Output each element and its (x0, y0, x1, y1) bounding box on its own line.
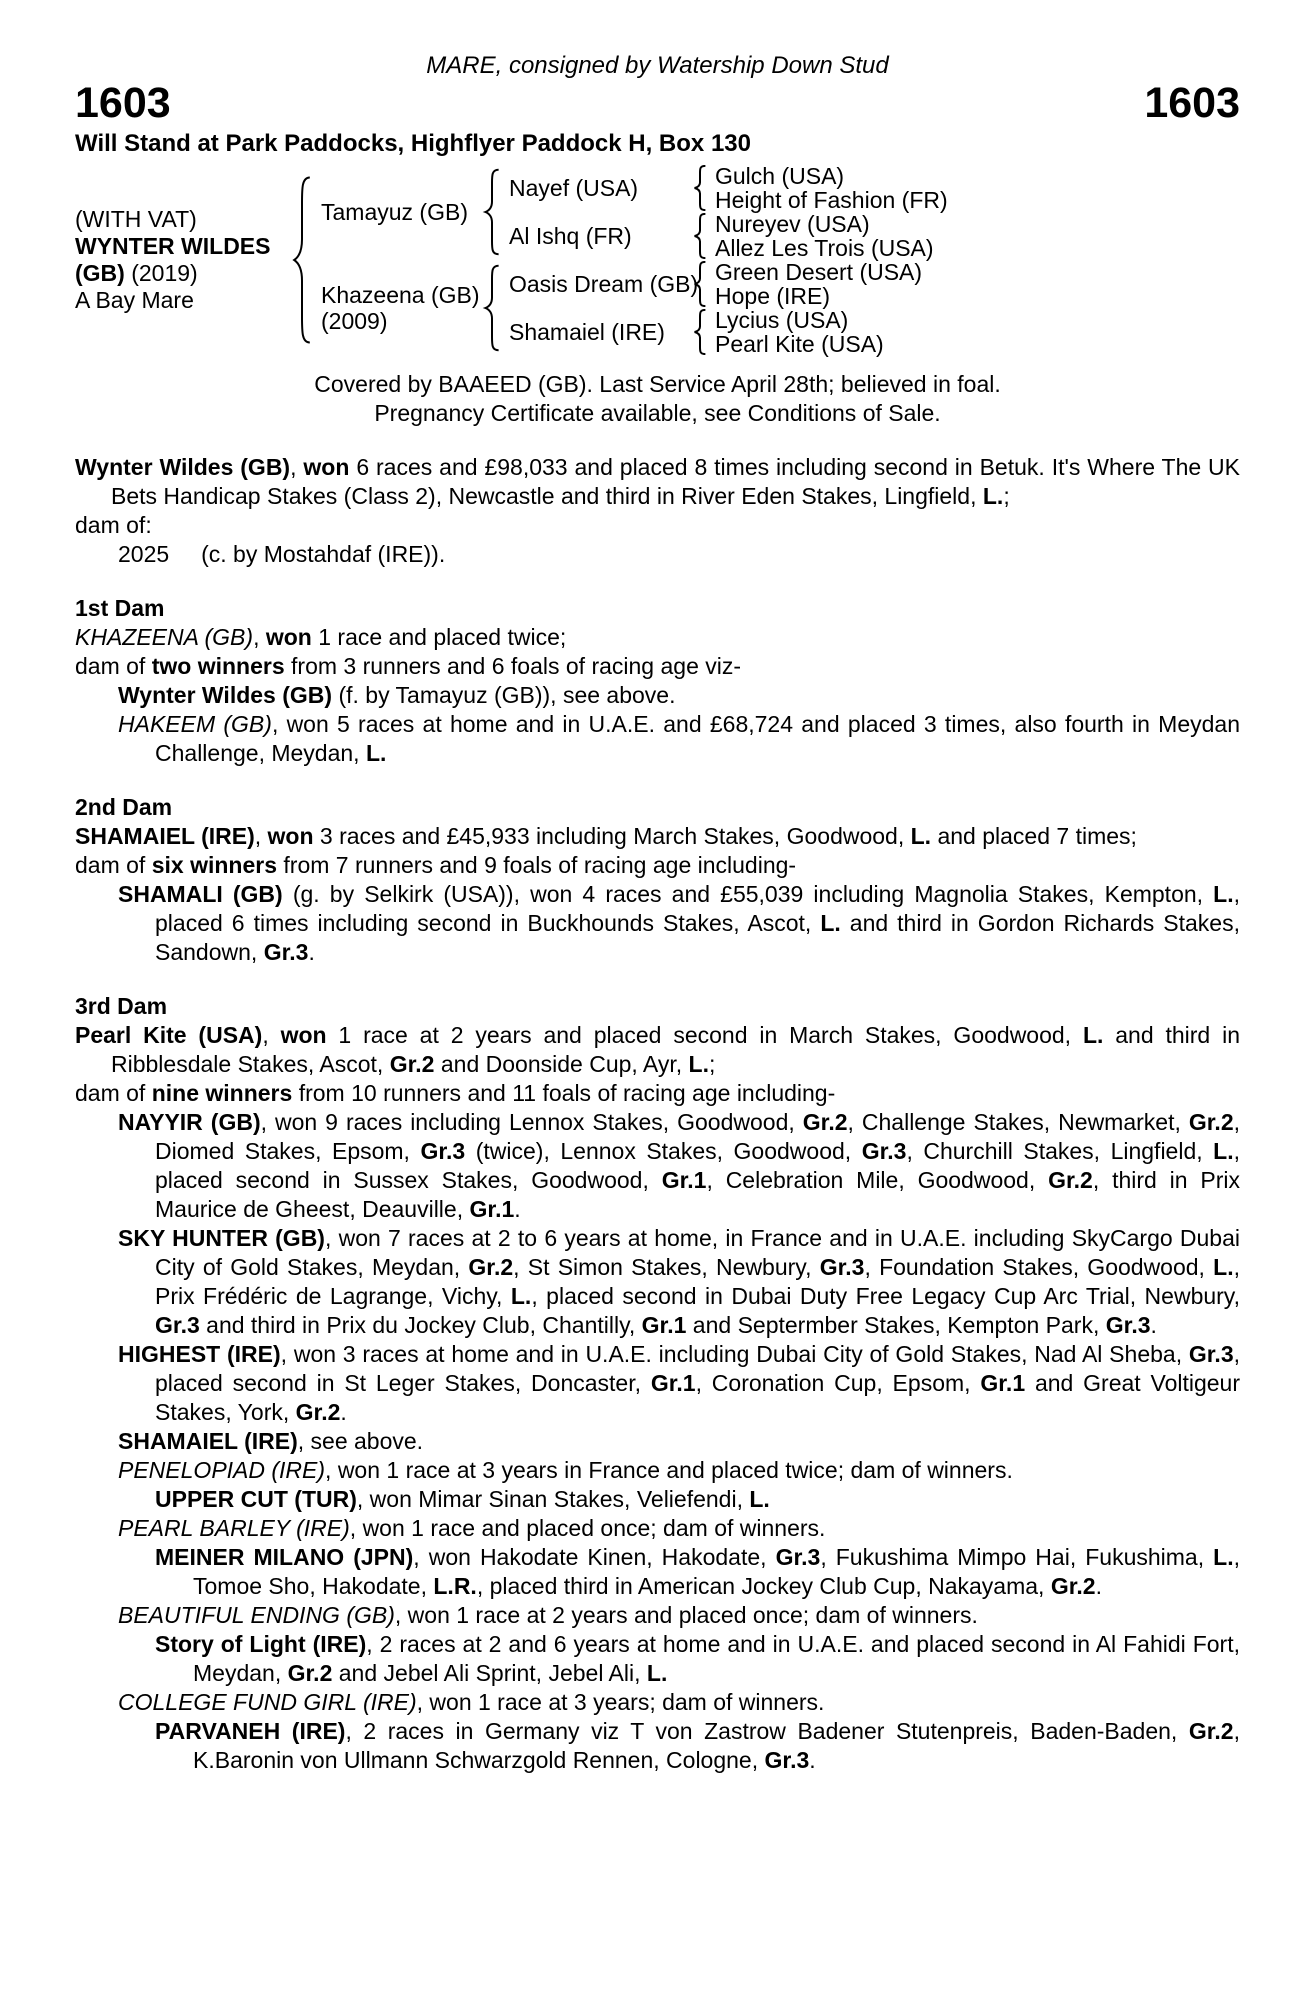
catalogue-paragraph: PARVANEH (IRE), 2 races in Germany viz T von Zastrow Badener Stutenpreis, Baden-Baden, Gr.2, K.Baronin von Ullmann Schwarzgold Rennen, Cologne, Gr.3. (155, 1718, 1240, 1773)
granddam-name: Al Ishq (FR) (509, 222, 632, 249)
pregnancy-certificate-line: Pregnancy Certificate available, see Conditions of Sale. (374, 400, 941, 426)
grandsire-name: Oasis Dream (GB) (509, 270, 699, 297)
covered-line: Covered by BAAEED (GB). Last Service April 28th; believed in foal. (314, 371, 1001, 397)
granddam-name: Shamaiel (IRE) (509, 318, 665, 345)
catalogue-paragraph: UPPER CUT (TUR), won Mimar Sinan Stakes, Veliefendi, L. (155, 1486, 770, 1512)
catalogue-section (75, 992, 1240, 1775)
catalogue-paragraph: Wynter Wildes (GB), won 6 races and £98,033 and placed 8 times including second in Betuk. It's Where The UK Bets Handicap Stakes (Class 2), Newcastle and third in River Eden Stakes, Lingfield, L.; (75, 454, 1241, 509)
pedigree-brace-icon (289, 174, 315, 346)
catalogue-paragraph: dam of: (75, 512, 152, 538)
catalogue-paragraph: 2025 (c. by Mostahdaf (IRE)). (118, 541, 446, 567)
subject-name: WYNTER WILDES (75, 233, 271, 259)
great-grandparents-pair (715, 164, 1240, 212)
great-grandparents-pair (715, 212, 1240, 260)
pedigree-brace-icon (481, 264, 503, 352)
vat-note: (WITH VAT) (75, 206, 197, 232)
covering-details (75, 370, 1240, 428)
catalogue-paragraph: Story of Light (IRE), 2 races at 2 and 6 years at home and in U.A.E. and placed second in Al Fahidi Fort, Meydan, Gr.2 and Jebel Ali Sprint, Jebel Ali, L. (155, 1631, 1240, 1686)
catalogue-paragraph: PEARL BARLEY (IRE), won 1 race and placed once; dam of winners. (118, 1515, 826, 1541)
catalogue-section (75, 793, 1240, 967)
subject-block (75, 206, 287, 314)
stand-location: Will Stand at Park Paddocks, Highflyer Paddock H, Box 130 (75, 130, 751, 157)
catalogue-paragraph: PENELOPIAD (IRE), won 1 race at 3 years in France and placed twice; dam of winners. (118, 1457, 1013, 1483)
catalogue-paragraph: HIGHEST (IRE), won 3 races at home and in U.A.E. including Dubai City of Gold Stakes, Nad Al Sheba, Gr.3, placed second in St Leger Stakes, Doncaster, Gr.1, Coronation Cup, Epsom, Gr.1 and Great Voltigeur Stakes, York, Gr.2. (118, 1341, 1241, 1425)
great-grandparent-name: Nureyev (USA) (715, 211, 870, 237)
catalogue-paragraph: SKY HUNTER (GB), won 7 races at 2 to 6 years at home, in France and in U.A.E. including SkyCargo Dubai City of Gold Stakes, Meydan, Gr.2, St Simon Stakes, Newbury, Gr.3, Foundation Stakes, Goodwood, L., Prix Frédéric de Lagrange, Vichy, L., placed second in Dubai Duty Free Legacy Cup Arc Trial, Newbury, Gr.3 and third in Prix du Jockey Club, Chantilly, Gr.1 and Septermber Stakes, Kempton Park, Gr.3. (118, 1225, 1241, 1338)
catalogue-paragraph: Pearl Kite (USA), won 1 race at 2 years and placed second in March Stakes, Goodwood, L. and third in Ribblesdale Stakes, Ascot, Gr.2 and Doonside Cup, Ayr, L.; (75, 1022, 1240, 1077)
lot-number-right: 1603 (1144, 79, 1240, 127)
great-grandparents-pair (715, 260, 1240, 308)
consignor-line: MARE, consigned by Watership Down Stud (426, 52, 889, 79)
great-grandparents-pair (715, 308, 1240, 356)
pedigree-brace-icon (481, 168, 503, 256)
great-grandparent-name: Pearl Kite (USA) (715, 331, 884, 357)
pedigree-text-sections (75, 453, 1240, 1775)
pedigree-brace-icon (691, 165, 709, 211)
catalogue-paragraph: Wynter Wildes (GB) (f. by Tamayuz (GB)), see above. (118, 682, 676, 708)
catalogue-paragraph: BEAUTIFUL ENDING (GB), won 1 race at 2 years and placed once; dam of winners. (118, 1602, 978, 1628)
catalogue-paragraph: COLLEGE FUND GIRL (IRE), won 1 race at 3 years; dam of winners. (118, 1689, 825, 1715)
great-grandparent-name: Allez Les Trois (USA) (715, 235, 934, 261)
catalogue-paragraph: dam of nine winners from 10 runners and 11 foals of racing age including- (75, 1080, 836, 1106)
pedigree-brace-icon (691, 261, 709, 307)
catalogue-paragraph: MEINER MILANO (JPN), won Hakodate Kinen, Hakodate, Gr.3, Fukushima Mimpo Hai, Fukushima, L., Tomoe Sho, Hakodate, L.R., placed third in American Jockey Club Cup, Nakayama, Gr.2. (155, 1544, 1240, 1599)
catalogue-paragraph: NAYYIR (GB), won 9 races including Lennox Stakes, Goodwood, Gr.2, Challenge Stakes, Newmarket, Gr.2, Diomed Stakes, Epsom, Gr.3 (twice), Lennox Stakes, Goodwood, Gr.3, Churchill Stakes, Lingfield, L., placed second in Sussex Stakes, Goodwood, Gr.1, Celebration Mile, Goodwood, Gr.2, third in Prix Maurice de Gheest, Deauville, Gr.1. (118, 1109, 1241, 1222)
catalogue-paragraph: SHAMALI (GB) (g. by Selkirk (USA)), won 4 races and £55,039 including Magnolia Stakes, Kempton, L., placed 6 times including second in Buckhounds Stakes, Ascot, L. and third in Gordon Richards Stakes, Sandown, Gr.3. (118, 881, 1241, 965)
subject-colour: A Bay Mare (75, 287, 194, 313)
sire-name: Tamayuz (GB) (321, 199, 468, 225)
great-grandparent-name: Hope (IRE) (715, 283, 831, 309)
great-grandparent-name: Gulch (USA) (715, 163, 845, 189)
catalogue-paragraph: KHAZEENA (GB), won 1 race and placed twice; (75, 624, 567, 650)
pedigree-brace-icon (691, 213, 709, 259)
grandsire-name: Nayef (USA) (509, 174, 639, 201)
catalogue-paragraph: dam of two winners from 3 runners and 6 foals of racing age viz- (75, 653, 742, 679)
catalogue-section (75, 453, 1240, 569)
section-heading: 1st Dam (75, 595, 165, 621)
section-heading: 3rd Dam (75, 993, 168, 1019)
great-grandparent-name: Green Desert (USA) (715, 259, 923, 285)
catalogue-paragraph: dam of six winners from 7 runners and 9 foals of racing age including- (75, 852, 797, 878)
lot-number-left: 1603 (75, 79, 171, 127)
dam-block (321, 282, 479, 334)
catalogue-paragraph: SHAMAIEL (IRE), won 3 races and £45,933 including March Stakes, Goodwood, L. and placed 7 times; (75, 823, 1137, 849)
catalogue-paragraph: SHAMAIEL (IRE), see above. (118, 1428, 424, 1454)
pedigree-table (75, 164, 1240, 356)
great-grandparent-name: Lycius (USA) (715, 307, 849, 333)
great-grandparent-name: Height of Fashion (FR) (715, 187, 948, 213)
catalogue-paragraph: HAKEEM (GB), won 5 races at home and in U.A.E. and £68,724 and placed 3 times, also fourth in Meydan Challenge, Meydan, L. (118, 711, 1240, 766)
catalogue-section (75, 594, 1240, 768)
lot-number-row (75, 80, 1240, 126)
pedigree-brace-icon (691, 309, 709, 355)
subject-origin-year: (GB) (2019) (75, 260, 198, 286)
section-heading: 2nd Dam (75, 794, 173, 820)
dam-name: Khazeena (GB) (321, 282, 480, 308)
dam-year: (2009) (321, 308, 388, 334)
